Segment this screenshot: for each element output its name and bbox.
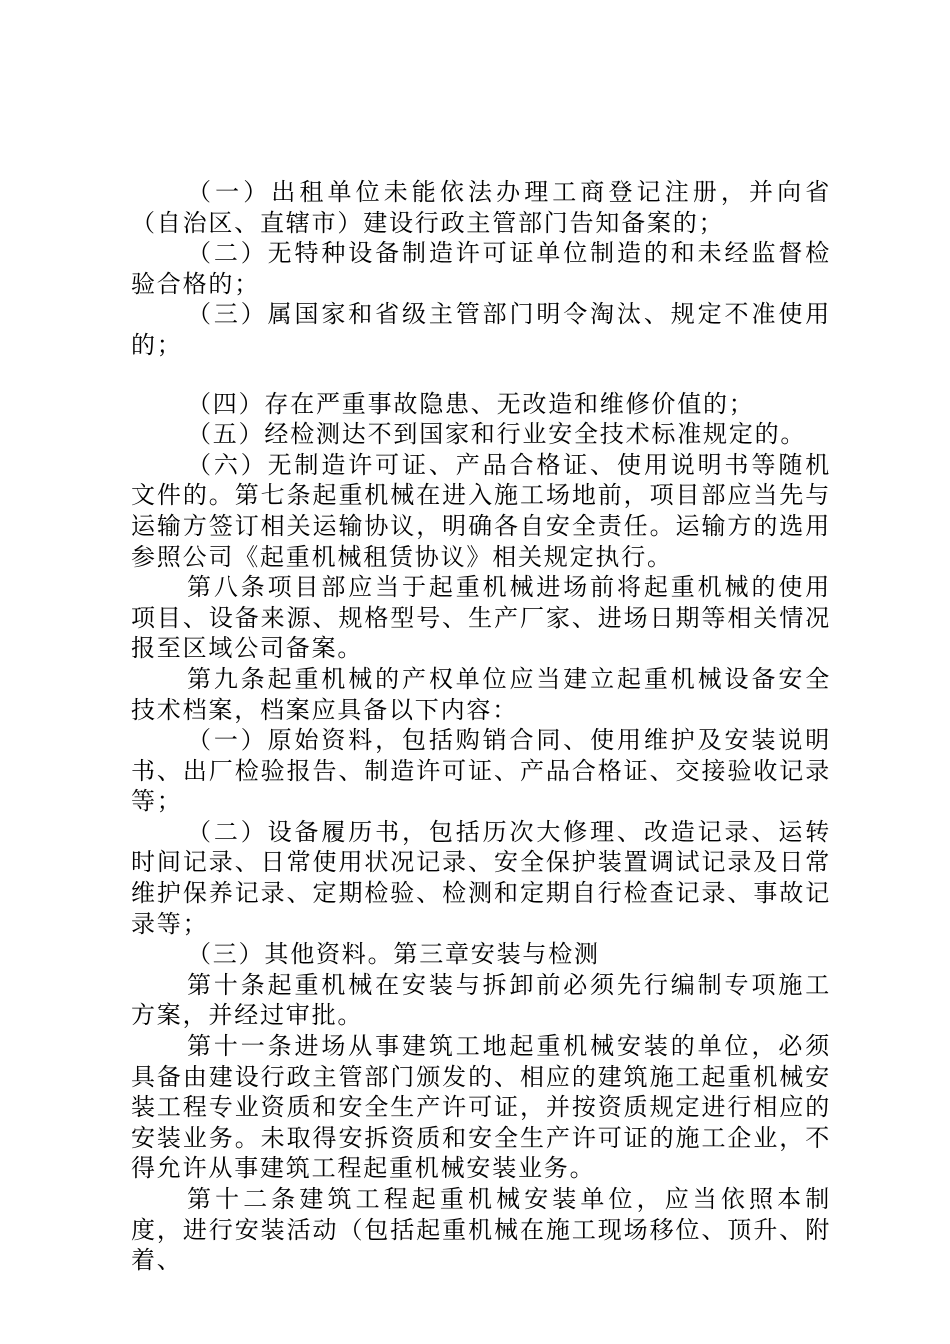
paragraph-archive-item-1: （一）原始资料，包括购销合同、使用维护及安装说明书、出厂检验报告、制造许可证、产品合格证、交接验收记录等；	[131, 726, 831, 816]
paragraph-item-4: （四）存在严重事故隐患、无改造和维修价值的；	[187, 389, 755, 418]
paragraph-item-2: （二）无特种设备制造许可证单位制造的和未经监督检验合格的；	[131, 239, 831, 298]
paragraph-item-3: （三）属国家和省级主管部门明令淘汰、规定不准使用的；	[131, 300, 831, 359]
paragraph-item-5: （五）经检测达不到国家和行业安全技术标准规定的。	[187, 420, 807, 449]
paragraph-article-8: 第八条项目部应当于起重机械进场前将起重机械的使用项目、设备来源、规格型号、生产厂家、进场日期等相关情况报至区域公司备案。	[131, 573, 831, 663]
paragraph-archive-item-3-chapter-3: （三）其他资料。第三章安装与检测	[187, 940, 600, 969]
paragraph-item-1: （一）出租单位未能依法办理工商登记注册，并向省（自治区、直辖市）建设行政主管部门告知备案的；	[131, 178, 831, 237]
paragraph-item-6-article-7: （六）无制造许可证、产品合格证、使用说明书等随机文件的。第七条起重机械在进入施工场地前，项目部应当先与运输方签订相关运输协议，明确各自安全责任。运输方的选用参照公司《起重机械租赁协议》相关规定执行。	[131, 450, 831, 571]
paragraph-archive-item-2: （二）设备履历书，包括历次大修理、改造记录、运转时间记录、日常使用状况记录、安全保护装置调试记录及日常维护保养记录、定期检验、检测和定期自行检查记录、事故记录等；	[131, 817, 831, 938]
document-page	[131, 177, 831, 1276]
paragraph-article-12: 第十二条建筑工程起重机械安装单位，应当依照本制度，进行安装活动（包括起重机械在施工现场移位、顶升、附着、	[131, 1185, 831, 1275]
paragraph-article-11: 第十一条进场从事建筑工地起重机械安装的单位，必须具备由建设行政主管部门颁发的、相应的建筑施工起重机械安装工程专业资质和安全生产许可证，并按资质规定进行相应的安装业务。未取得安拆资质和安全生产许可证的施工企业，不得允许从事建筑工程起重机械安装业务。	[131, 1032, 831, 1183]
paragraph-article-10: 第十条起重机械在安装与拆卸前必须先行编制专项施工方案，并经过审批。	[131, 970, 831, 1030]
paragraph-article-9: 第九条起重机械的产权单位应当建立起重机械设备安全技术档案，档案应具备以下内容：	[131, 664, 831, 724]
